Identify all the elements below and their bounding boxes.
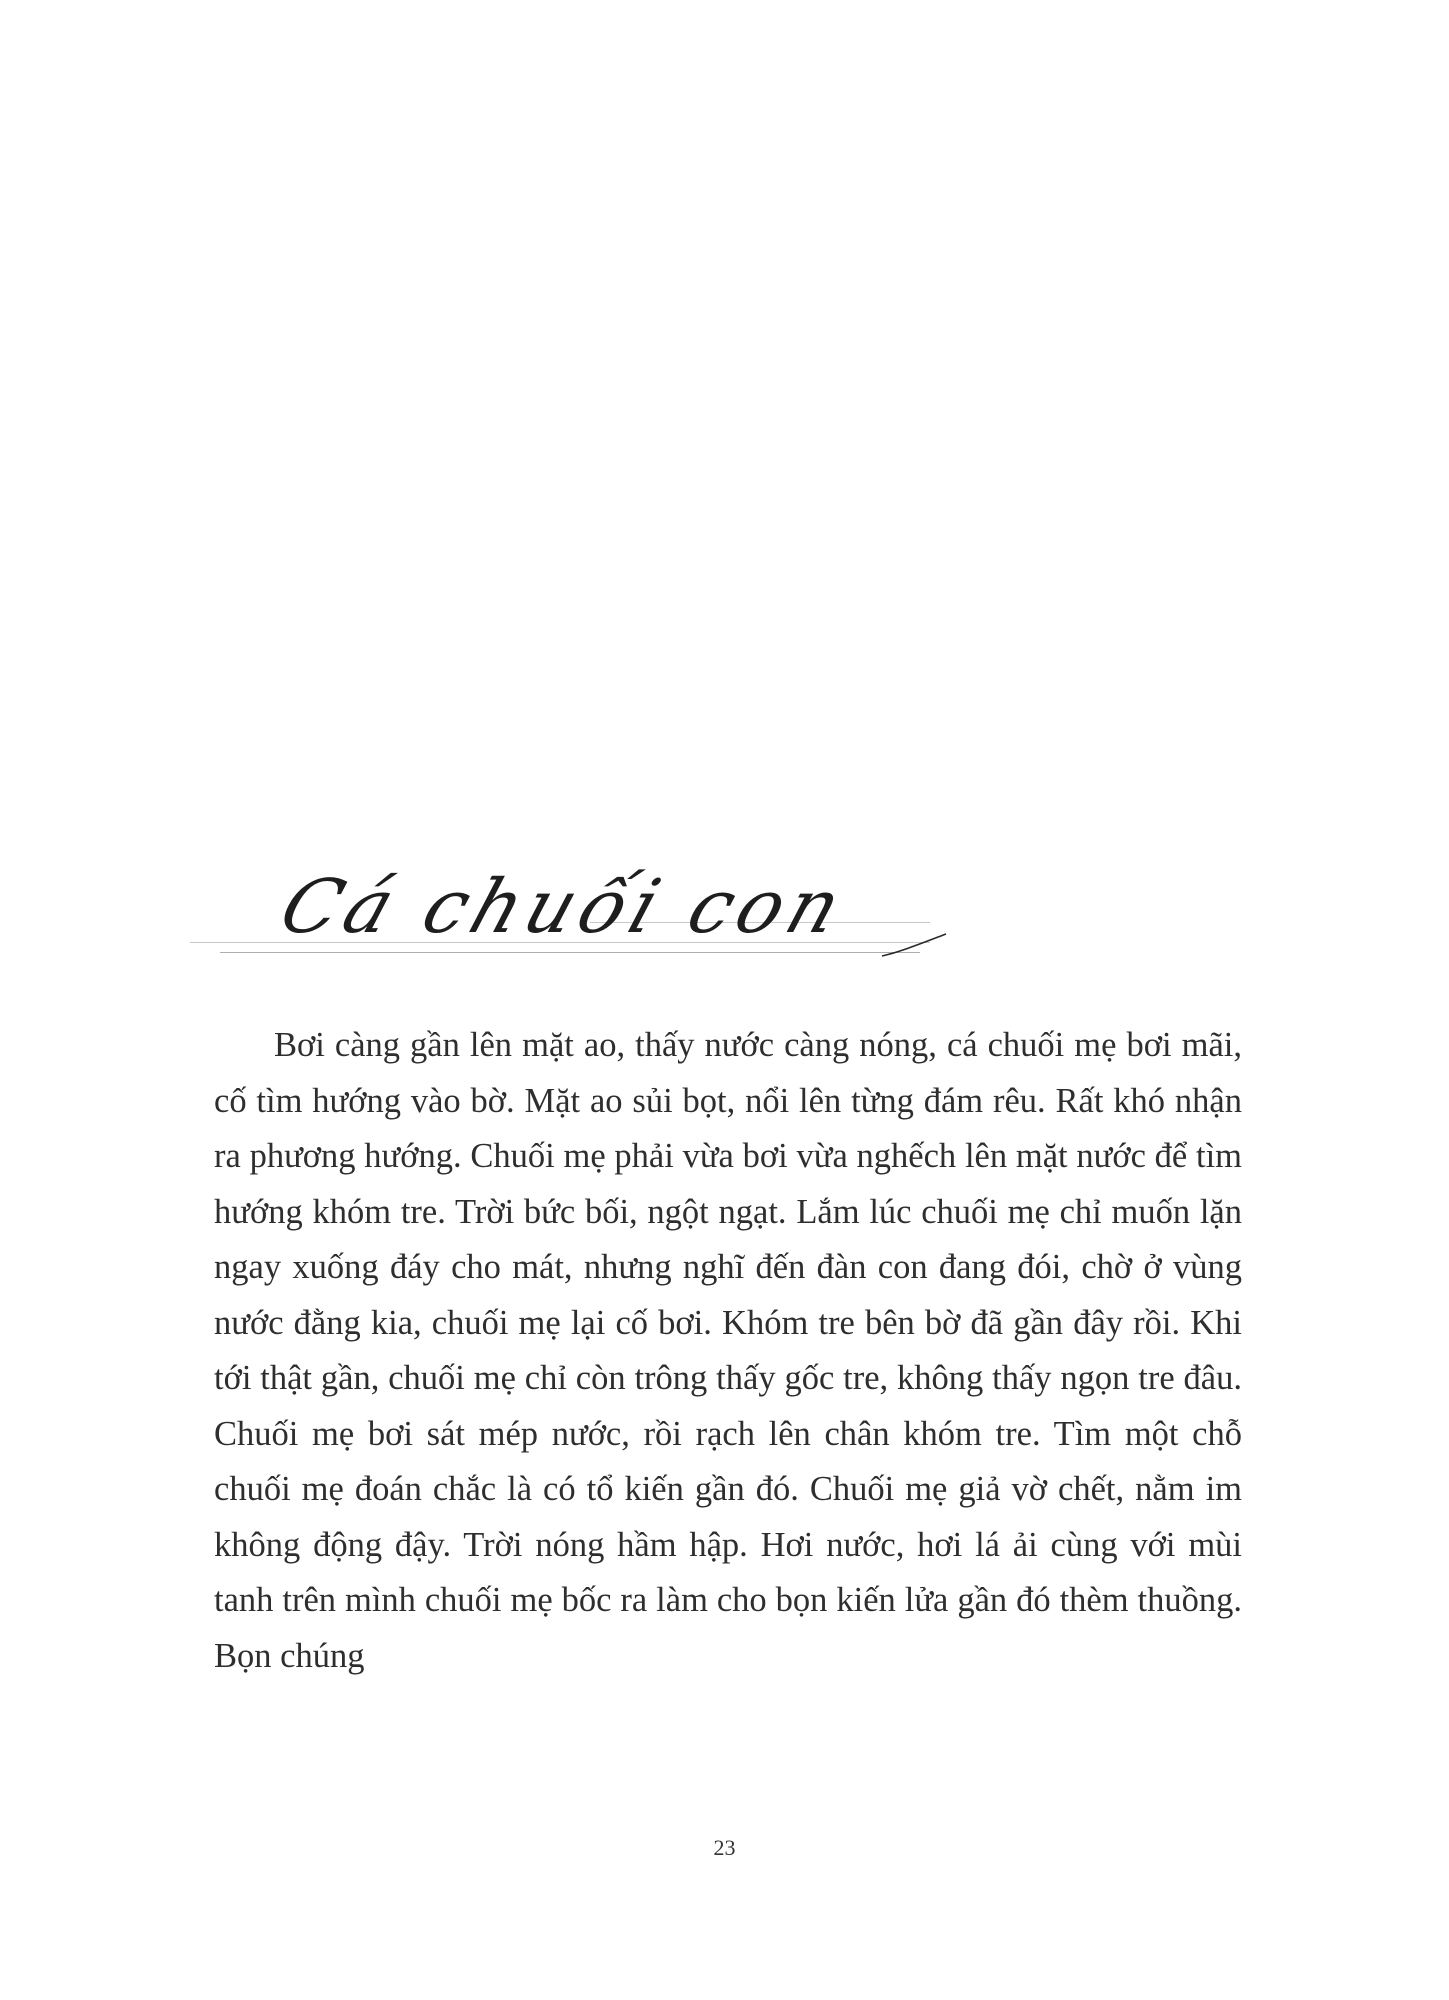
chapter-heading bbox=[190, 860, 950, 970]
guide-line bbox=[220, 952, 920, 953]
page-number: 23 bbox=[713, 1835, 736, 1860]
flourish-icon bbox=[880, 930, 950, 960]
chapter-title: Cá chuối con bbox=[270, 864, 858, 950]
body-paragraph: Bơi càng gần lên mặt ao, thấy nước càng nóng, cá chuối mẹ bơi mãi, cố tìm hướng vào bờ. Mặt ao sủi bọt, nổi lên từng đám rêu. Rất khó nhận ra phương hướng. Chuối mẹ phải vừa bơi vừa nghếch lên mặt nước để tìm hướng khóm tre. Trời bức bối, ngột ngạt. Lắm lúc chuối mẹ chỉ muốn lặn ngay xuống đáy cho mát, nhưng nghĩ đến đàn con đang đói, chờ ở vùng nước đằng kia, chuối mẹ lại cố bơi. Khóm tre bên bờ đã gần đây rồi. Khi tới thật gần, chuối mẹ chỉ còn trông thấy gốc tre, không thấy ngọn tre đâu. Chuối mẹ bơi sát mép nước, rồi rạch lên chân khóm tre. Tìm một chỗ chuối mẹ đoán chắc là có tổ kiến gần đó. Chuối mẹ giả vờ chết, nằm im không động đậy. Trời nóng hầm hập. Hơi nước, hơi lá ải cùng với mùi tanh trên mình chuối mẹ bốc ra làm cho bọn kiến lửa gần đó thèm thuồng. Bọn chúng bbox=[214, 1026, 1242, 1675]
